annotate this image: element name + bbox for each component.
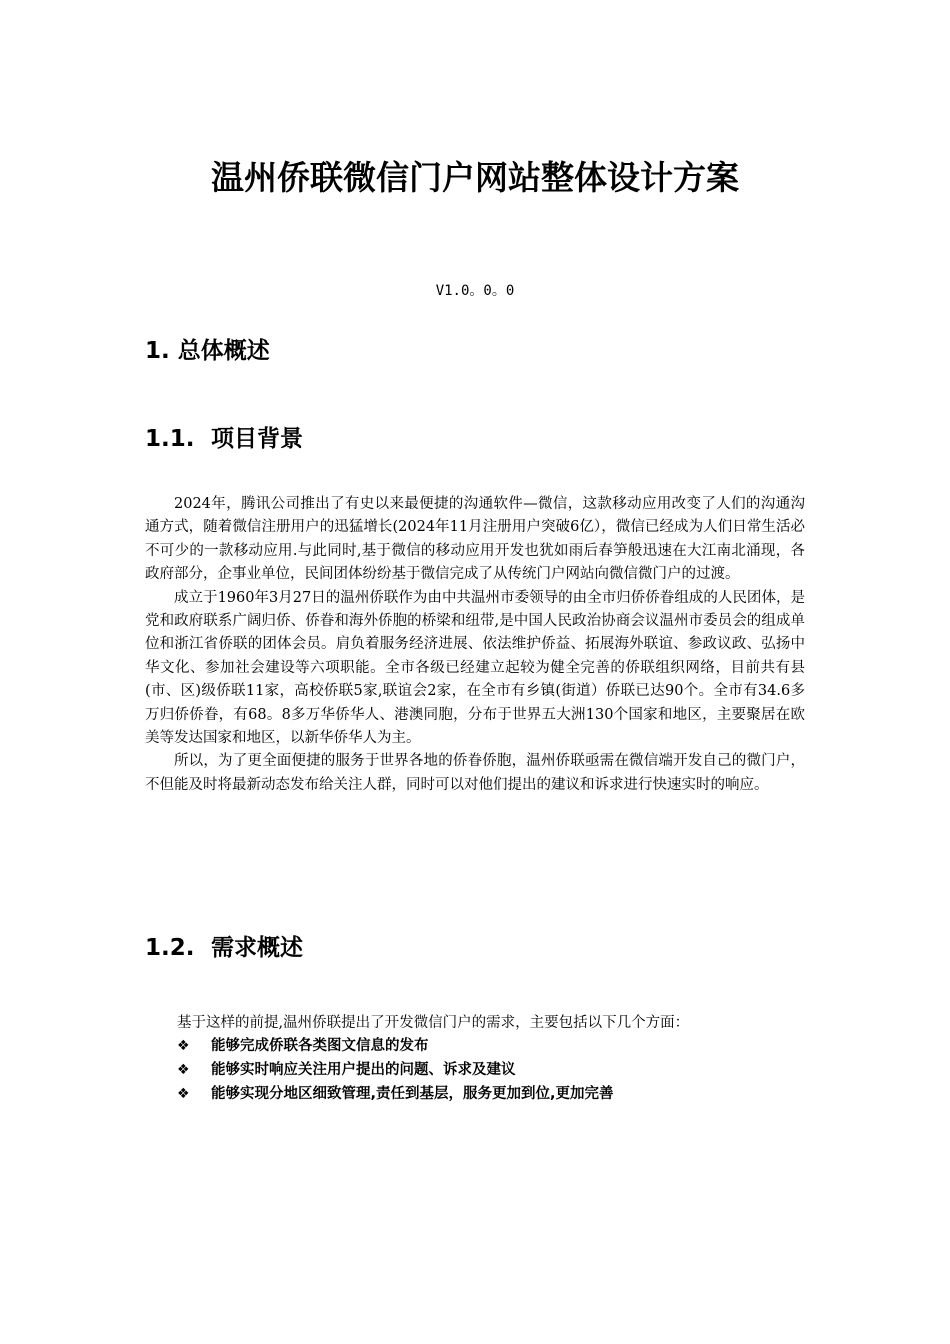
section-heading-background [145,420,303,453]
version-label: V1.0。0。0 [435,283,515,299]
section-title: 需求概述 [211,935,303,961]
section-number: 1.2. [145,935,195,961]
section-number: 1.1. [145,426,195,452]
requirements-list [177,1034,614,1106]
list-item-text: 能够完成侨联各类图文信息的发布 [211,1038,429,1054]
list-item-text: 能够实现分地区细致管理,责任到基层，服务更加到位,更加完善 [211,1086,614,1102]
section-heading-overview: 1. 总体概述 [145,338,270,364]
background-body [145,493,805,797]
list-item [177,1082,614,1106]
list-item [177,1058,614,1082]
section-title: 项目背景 [211,426,303,452]
paragraph: 成立于1960年3月27日的温州侨联作为由中共温州市委领导的由全市归侨侨眷组成的人民团体，是党和政府联系广阔归侨、侨眷和海外侨胞的桥梁和纽带,是中国人民政治协商会议温州市委员会的组成单位和浙江省侨联的团体会员。肩负着服务经济进展、依法维护侨益、拓展海外联谊、参政议政、弘扬中华文化、参加社会建设等六项职能。全市各级已经建立起较为健全完善的侨联组织网络，目前共有县(市、区)级侨联11家，高校侨联5家,联谊会2家，在全市有乡镇(街道）侨联已达90个。全市有34.6多万归侨侨眷，有68。8多万华侨华人、港澳同胞，分布于世界五大洲130个国家和地区，主要聚居在欧美等发达国家和地区，以新华侨华人为主。 [145,589,805,747]
requirements-intro: 基于这样的前提,温州侨联提出了开发微信门户的需求，主要包括以下几个方面： [177,1015,690,1031]
diamond-bullet-icon: ❖ [177,1038,190,1054]
diamond-bullet-icon: ❖ [177,1086,190,1102]
section-heading-requirements [145,929,303,962]
list-item [177,1034,614,1058]
paragraph: 所以，为了更全面便捷的服务于世界各地的侨眷侨胞，温州侨联亟需在微信端开发自己的微门户，不但能及时将最新动态发布给关注人群，同时可以对他们提出的建议和诉求进行快速实时的响应。 [145,753,805,793]
paragraph: 2024年，腾讯公司推出了有史以来最便捷的沟通软件—微信，这款移动应用改变了人们的沟通沟通方式，随着微信注册用户的迅猛增长(2024年11月注册用户突破6亿），微信已经成为人们日常生活必不可少的一款移动应用.与此同时,基于微信的移动应用开发也犹如雨后春笋般迅速在大江南北涌现，各政府部分，企事业单位，民间团体纷纷基于微信完成了从传统门户网站向微信微门户的过渡。 [145,496,805,583]
document-title: 温州侨联微信门户网站整体设计方案 [211,158,739,197]
diamond-bullet-icon: ❖ [177,1062,190,1078]
list-item-text: 能够实时响应关注用户提出的问题、诉求及建议 [211,1062,516,1078]
